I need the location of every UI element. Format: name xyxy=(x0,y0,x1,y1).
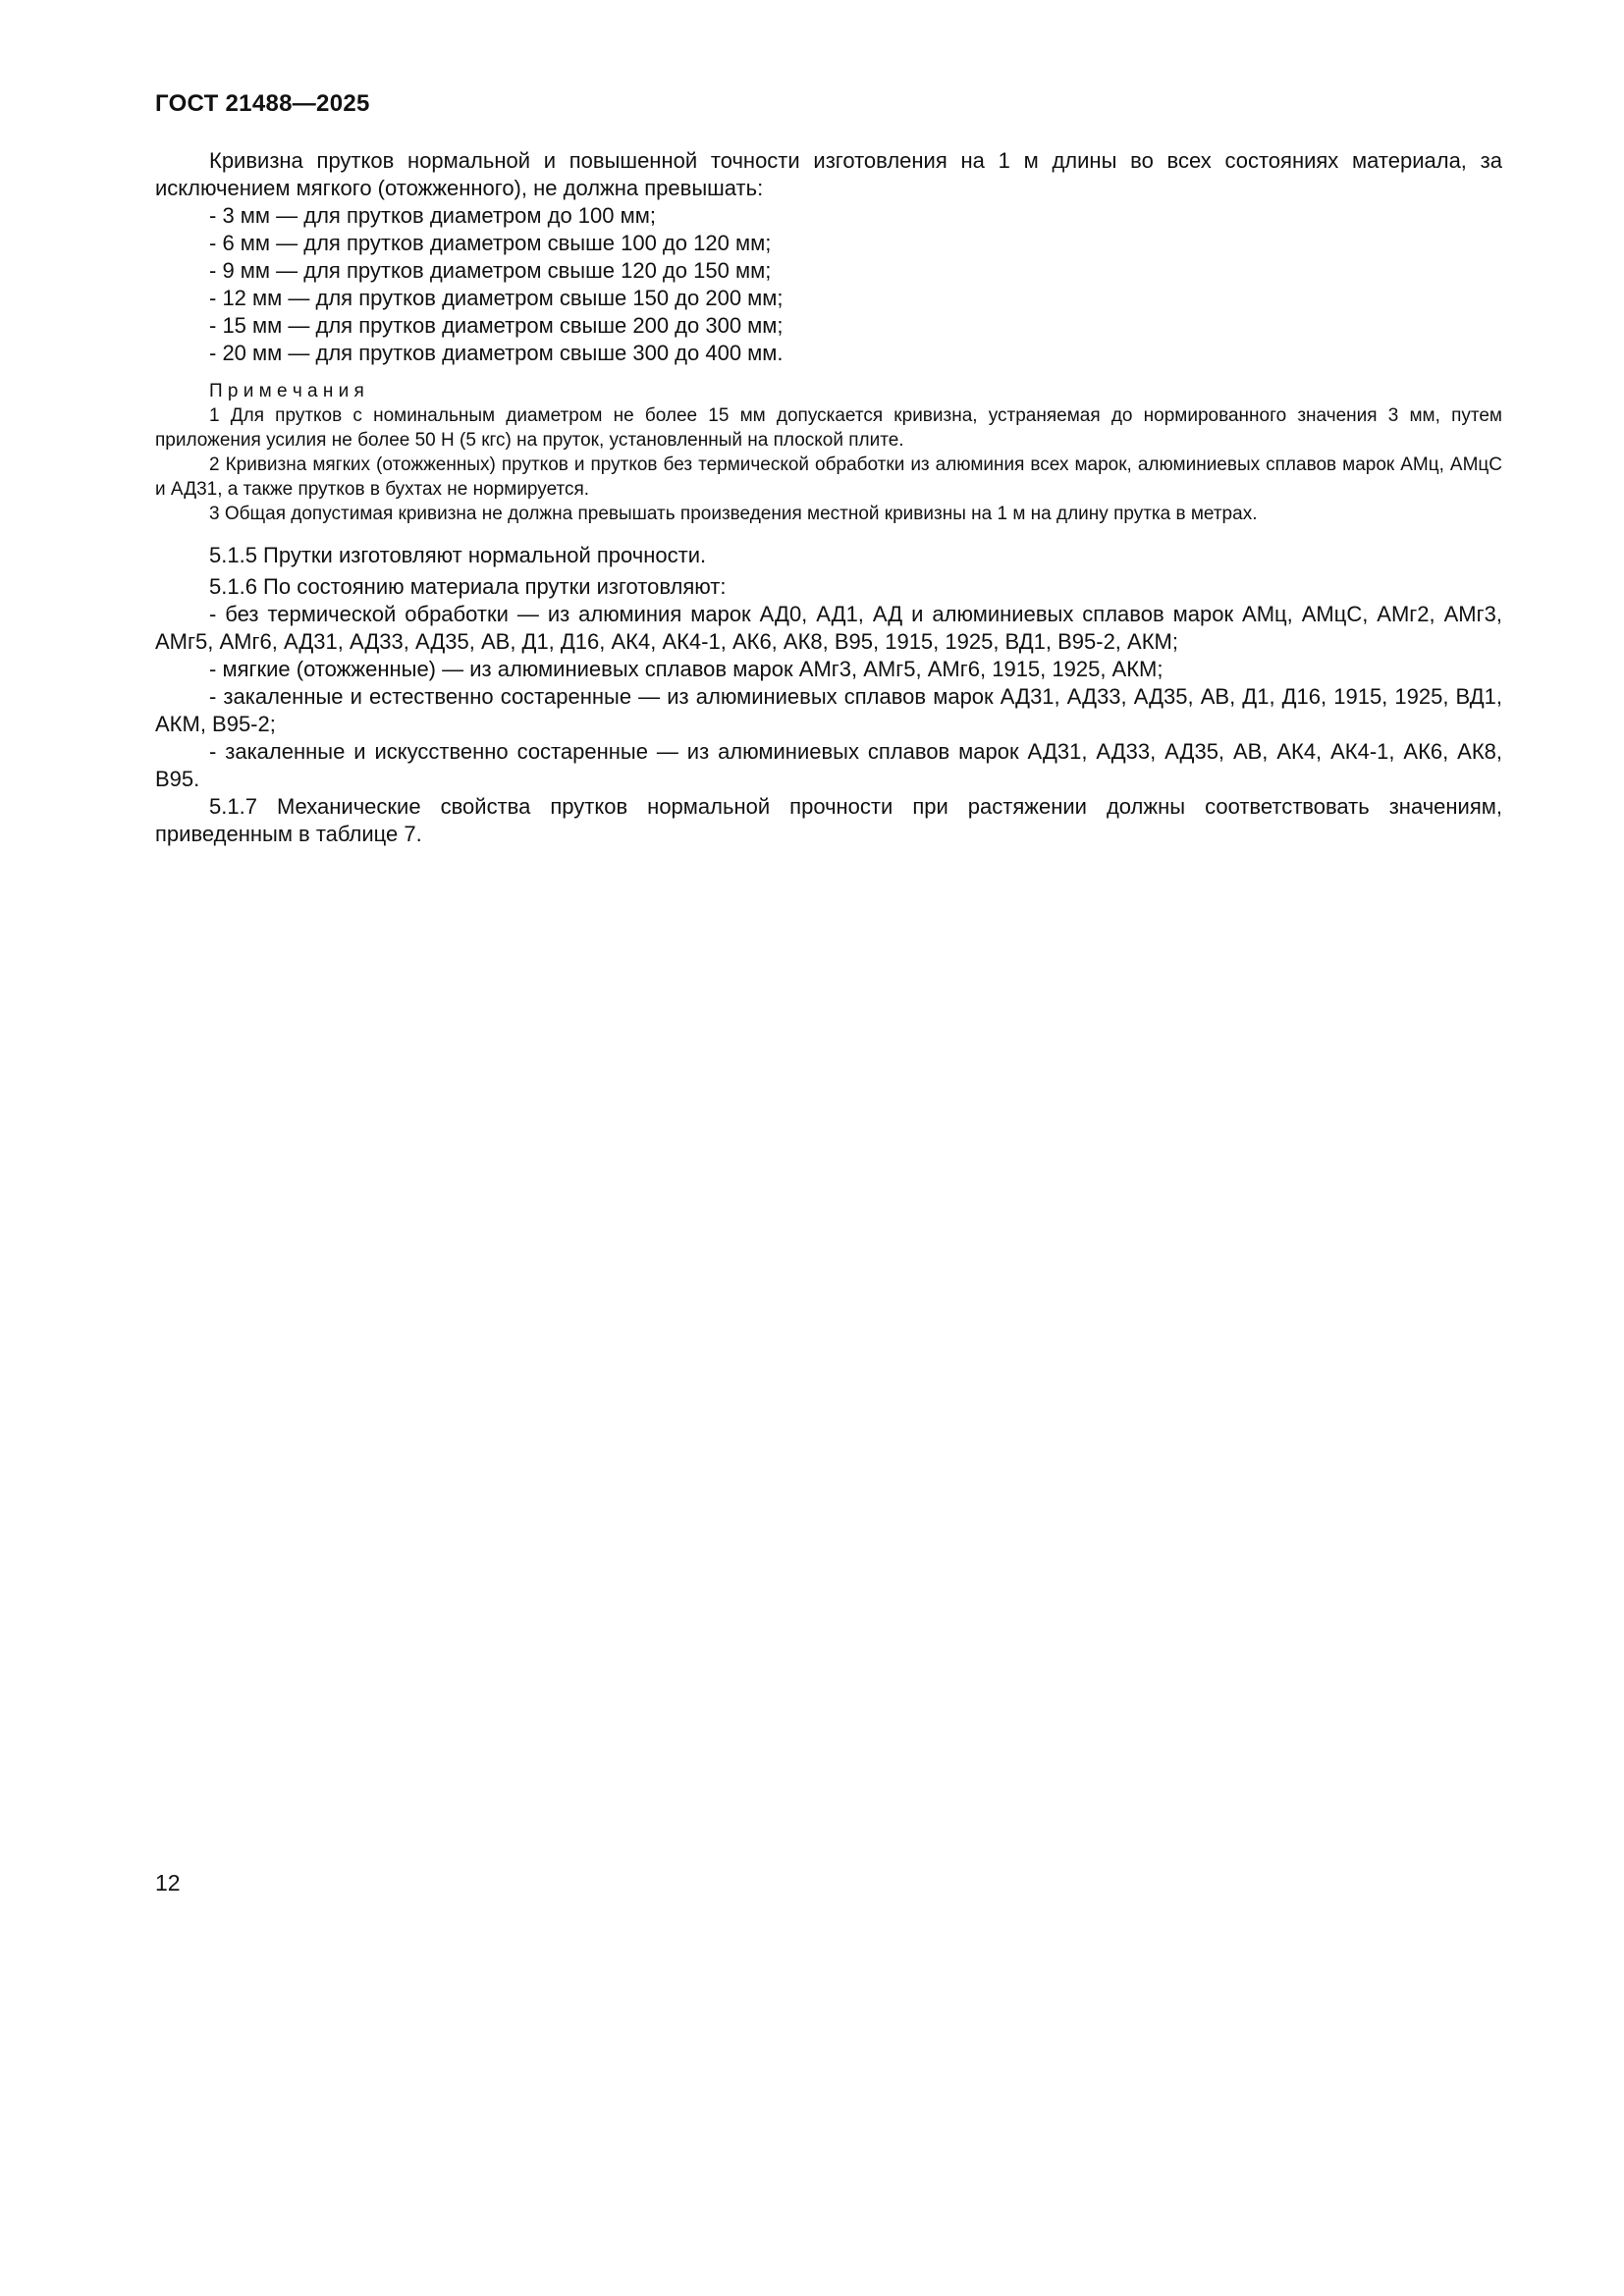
material-list-item-2: - мягкие (отожженные) — из алюминиевых сплавов марок АМг3, АМг5, АМг6, 1915, 1925, АКМ; xyxy=(209,657,1164,681)
curvature-list-item-6: - 20 мм — для прутков диаметром свыше 300 до 400 мм. xyxy=(209,341,784,365)
material-list-item-4: - закаленные и искусственно состаренные — из алюминиевых сплавов марок АД31, АД33, АД35, АВ, АК4, АК4-1, АК6, АК8, В95. xyxy=(155,739,1502,791)
material-list-item-1: - без термической обработки — из алюминия марок АД0, АД1, АД и алюминиевых сплавов марок АМц, АМцС, АМг2, АМг3, АМг5, АМг6, АД31, АД33, АД35, АВ, Д1, Д16, АК4, АК4-1, АК6, АК8, В95, 1915, 1925, ВД1, В95-2, АКМ; xyxy=(155,602,1502,654)
curvature-list-item-5: - 15 мм — для прутков диаметром свыше 200 до 300 мм; xyxy=(209,313,784,338)
note-1: 1 Для прутков с номинальным диаметром не более 15 мм допускается кривизна, устраняемая до нормированного значения 3 мм, путем приложения усилия не более 50 Н (5 кгс) на пруток, установленный на плоской плите. xyxy=(155,405,1502,451)
note-3: 3 Общая допустимая кривизна не должна превышать произведения местной кривизны на 1 м на длину прутка в метрах. xyxy=(209,504,1258,524)
clause-5-1-6: 5.1.6 По состоянию материала прутки изготовляют: xyxy=(209,574,727,599)
curvature-list-item-4: - 12 мм — для прутков диаметром свыше 150 до 200 мм; xyxy=(209,286,784,310)
page-header xyxy=(155,90,370,118)
curvature-list-item-1: - 3 мм — для прутков диаметром до 100 мм; xyxy=(209,203,656,228)
page-content xyxy=(155,147,1502,848)
material-list-item-3: - закаленные и естественно состаренные — из алюминиевых сплавов марок АД31, АД33, АД35, АВ, Д1, Д16, 1915, 1925, ВД1, АКМ, В95-2; xyxy=(155,684,1502,736)
clause-5-1-7: 5.1.7 Механические свойства прутков нормальной прочности при растяжении должны соответствовать значениям, приведенным в таблице 7. xyxy=(155,794,1502,846)
note-2: 2 Кривизна мягких (отожженных) прутков и прутков без термической обработки из алюминия всех марок, алюминиевых сплавов марок АМц, АМцС и АД31, а также прутков в бухтах не нормируется. xyxy=(155,454,1502,500)
page-number: 12 xyxy=(155,1870,181,1896)
page-footer xyxy=(155,1870,181,1896)
notes-title: П р и м е ч а н и я xyxy=(209,381,364,401)
curvature-list-item-2: - 6 мм — для прутков диаметром свыше 100 до 120 мм; xyxy=(209,231,772,255)
intro-paragraph: Кривизна прутков нормальной и повышенной точности изготовления на 1 м длины во всех состояниях материала, за исключением мягкого (отожженного), не должна превышать: xyxy=(155,148,1502,200)
curvature-list-item-3: - 9 мм — для прутков диаметром свыше 120 до 150 мм; xyxy=(209,258,772,283)
clause-5-1-5: 5.1.5 Прутки изготовляют нормальной прочности. xyxy=(209,543,707,567)
document-number: ГОСТ 21488—2025 xyxy=(155,90,370,117)
